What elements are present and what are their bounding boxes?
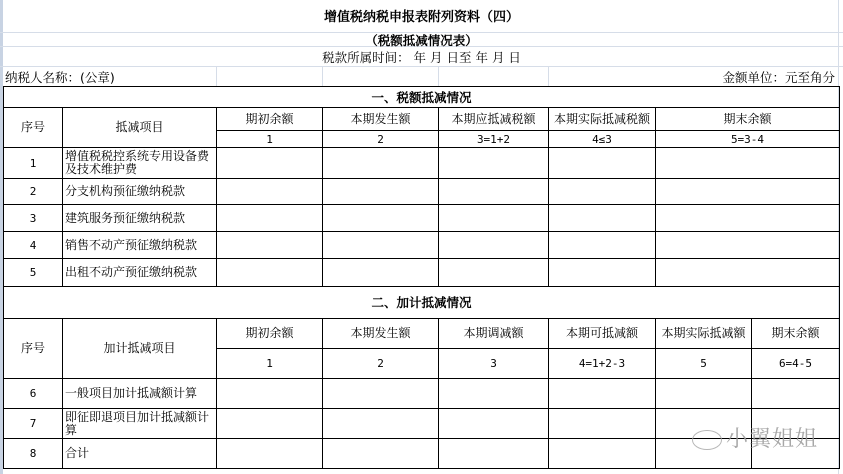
table-row xyxy=(4,205,840,232)
cell-input[interactable] xyxy=(323,439,439,469)
row-item: 合计 xyxy=(63,439,217,469)
cell-input[interactable] xyxy=(439,232,549,259)
row-seq: 8 xyxy=(4,439,63,469)
row-item: 一般项目加计抵减额计算 xyxy=(63,379,217,409)
cell-input[interactable] xyxy=(439,179,549,205)
col-header-current-amount: 本期发生额 xyxy=(323,319,439,349)
cell-input[interactable] xyxy=(439,205,549,232)
cell-input[interactable] xyxy=(439,379,549,409)
gridline xyxy=(438,66,439,86)
cell-input[interactable] xyxy=(656,148,840,179)
row-item: 销售不动产预征缴纳税款 xyxy=(63,232,217,259)
section1-title: 一、税额抵减情况 xyxy=(4,87,840,108)
col-header-closing-balance: 期末余额 xyxy=(656,108,840,131)
table-row xyxy=(4,379,840,409)
cell-input[interactable] xyxy=(217,409,323,439)
form-title: 增值税纳税申报表附列资料（四） xyxy=(323,10,519,25)
amount-unit-label: 金额单位：元至角分 xyxy=(722,70,835,85)
watermark xyxy=(692,422,818,453)
cell-input[interactable] xyxy=(656,205,840,232)
item-header: 加计抵减项目 xyxy=(63,319,217,379)
row-seq: 2 xyxy=(4,179,63,205)
cell-input[interactable] xyxy=(323,232,439,259)
section2-title: 二、加计抵减情况 xyxy=(4,287,840,319)
col-header-adjusted-reduction: 本期调减额 xyxy=(439,319,549,349)
cell-input[interactable] xyxy=(549,205,656,232)
row-seq: 7 xyxy=(4,409,63,439)
col-num: 2 xyxy=(323,131,439,148)
cell-input[interactable] xyxy=(217,439,323,469)
cell-input[interactable] xyxy=(656,179,840,205)
col-header-closing-balance: 期末余额 xyxy=(752,319,840,349)
cell-input[interactable] xyxy=(549,232,656,259)
seq-header: 序号 xyxy=(4,108,63,148)
table-row xyxy=(4,179,840,205)
cell-input[interactable] xyxy=(217,205,323,232)
cell-input[interactable] xyxy=(217,379,323,409)
cell-input[interactable] xyxy=(323,259,439,287)
table-row xyxy=(4,232,840,259)
row-seq: 6 xyxy=(4,379,63,409)
cell-input[interactable] xyxy=(323,409,439,439)
row-item: 即征即退项目加计抵减额计算 xyxy=(63,409,217,439)
col-num: 6=4-5 xyxy=(752,349,840,379)
col-header-opening-balance: 期初余额 xyxy=(217,319,323,349)
row-seq: 3 xyxy=(4,205,63,232)
item-header: 抵减项目 xyxy=(63,108,217,148)
tax-deduction-table xyxy=(3,86,840,287)
table-row xyxy=(4,148,840,179)
cell-input[interactable] xyxy=(217,179,323,205)
col-num: 1 xyxy=(217,349,323,379)
col-num: 4=1+2-3 xyxy=(549,349,656,379)
cell-input[interactable] xyxy=(549,409,656,439)
cell-input[interactable] xyxy=(323,205,439,232)
row-item: 分支机构预征缴纳税款 xyxy=(63,179,217,205)
row-seq: 4 xyxy=(4,232,63,259)
col-num: 3 xyxy=(439,349,549,379)
cell-input[interactable] xyxy=(323,379,439,409)
cell-input[interactable] xyxy=(439,409,549,439)
col-header-opening-balance: 期初余额 xyxy=(217,108,323,131)
row-item: 建筑服务预征缴纳税款 xyxy=(63,205,217,232)
cell-input[interactable] xyxy=(656,232,840,259)
cell-input[interactable] xyxy=(549,148,656,179)
row-seq: 1 xyxy=(4,148,63,179)
col-num: 4≤3 xyxy=(549,131,656,148)
col-num: 2 xyxy=(323,349,439,379)
cell-input[interactable] xyxy=(323,148,439,179)
gridline xyxy=(216,66,217,86)
col-header-deductible-tax: 本期应抵减税额 xyxy=(439,108,549,131)
row-item: 出租不动产预征缴纳税款 xyxy=(63,259,217,287)
col-num: 1 xyxy=(217,131,323,148)
cell-input[interactable] xyxy=(549,259,656,287)
col-num: 5 xyxy=(656,349,752,379)
cell-input[interactable] xyxy=(656,259,840,287)
form-subtitle: （税额抵减情况表） xyxy=(365,33,478,48)
gridline xyxy=(322,66,323,86)
cell-input[interactable] xyxy=(217,232,323,259)
gridline xyxy=(548,66,549,86)
taxpayer-name-label: 纳税人名称：(公章) xyxy=(5,70,115,85)
cell-input[interactable] xyxy=(656,379,752,409)
gridline xyxy=(0,66,843,67)
cell-input[interactable] xyxy=(323,179,439,205)
cell-input[interactable] xyxy=(549,379,656,409)
cell-input[interactable] xyxy=(439,148,549,179)
cell-input[interactable] xyxy=(752,379,840,409)
watermark-text: 小翼姐姐 xyxy=(726,427,819,452)
col-header-actual-deducted: 本期实际抵减额 xyxy=(656,319,752,349)
cell-input[interactable] xyxy=(217,259,323,287)
cell-input[interactable] xyxy=(549,439,656,469)
seq-header: 序号 xyxy=(4,319,63,379)
cell-input[interactable] xyxy=(549,179,656,205)
table-row xyxy=(4,259,840,287)
row-item: 增值税税控系统专用设备费及技术维护费 xyxy=(63,148,217,179)
col-header-actual-deducted-tax: 本期实际抵减税额 xyxy=(549,108,656,131)
tax-period-label: 税款所属时间： 年 月 日至 年 月 日 xyxy=(322,50,521,65)
col-num: 5=3-4 xyxy=(656,131,840,148)
col-header-deductible-amount: 本期可抵减额 xyxy=(549,319,656,349)
cell-input[interactable] xyxy=(439,439,549,469)
cell-input[interactable] xyxy=(439,259,549,287)
row-seq: 5 xyxy=(4,259,63,287)
col-header-current-amount: 本期发生额 xyxy=(323,108,439,131)
cell-input[interactable] xyxy=(217,148,323,179)
col-num: 3=1+2 xyxy=(439,131,549,148)
wechat-icon xyxy=(692,430,722,450)
